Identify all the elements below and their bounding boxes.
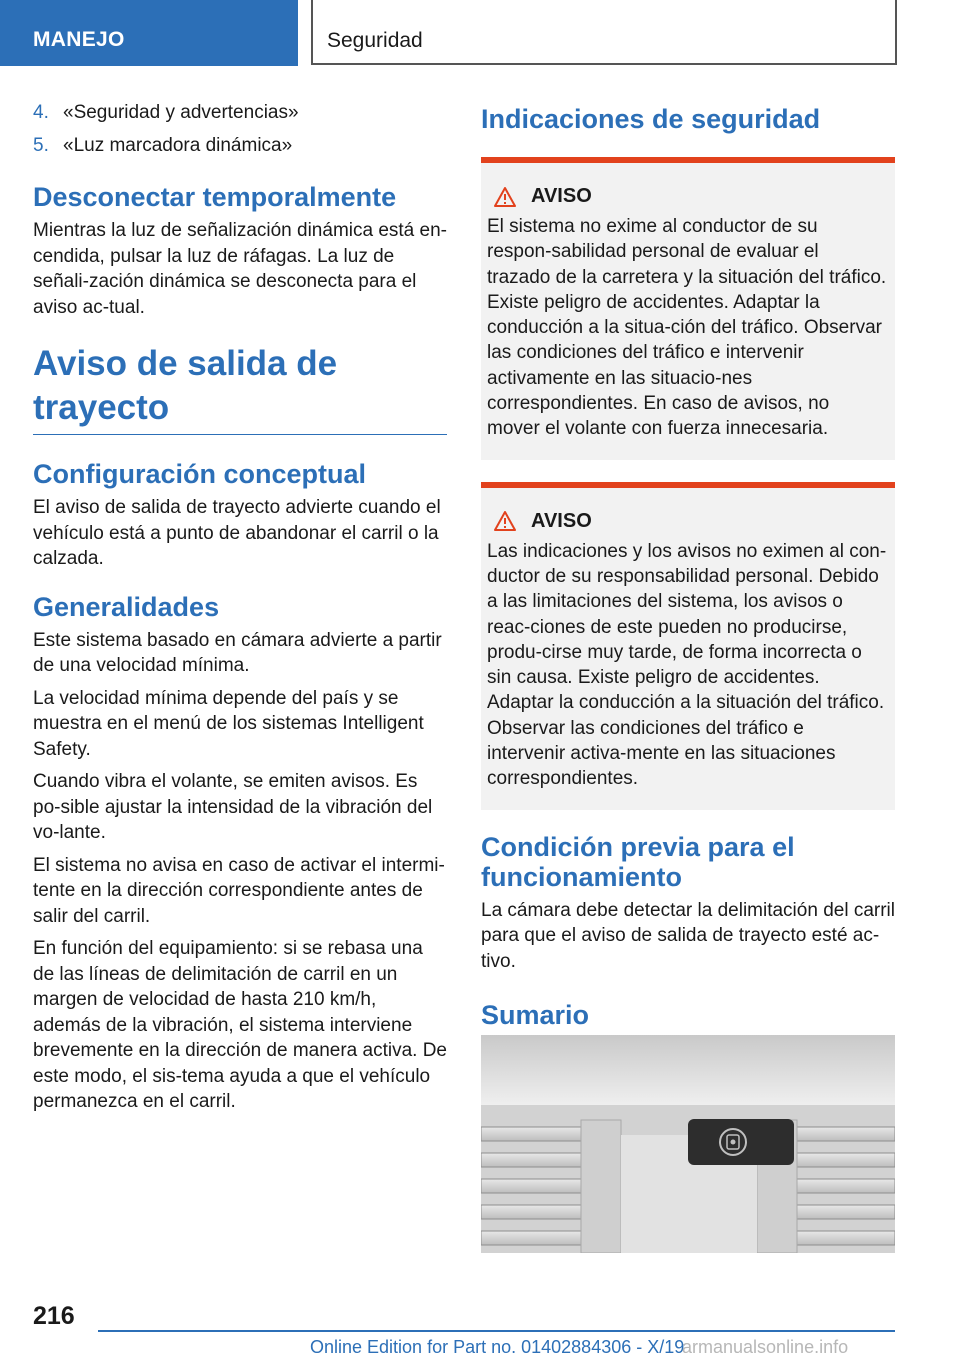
- warning-triangle-icon: [493, 186, 517, 208]
- paragraph: En función del equipamiento: si se rebasa una de las líneas de delimitación de carril en un margen de velocidad de hasta 210 km/h, además de la vibración, el sistema interviene brevemente en la dirección de manera activa. De este modo, el sis-tema ayuda a que el vehículo permanezca en el carril.: [33, 938, 448, 1112]
- right-column: [481, 100, 895, 1085]
- heading-indicaciones: Indicaciones de seguridad: [481, 104, 821, 134]
- list-text: «Seguridad y advertencias»: [63, 102, 299, 123]
- section-label: MANEJO: [33, 28, 125, 51]
- chapter-title: Seguridad: [327, 29, 423, 52]
- left-column: [33, 100, 447, 1122]
- paragraph: El aviso de salida de trayecto advierte cuando el vehículo está a punto de abandonar el carril o la calzada.: [33, 497, 441, 569]
- heading-generalidades: Generalidades: [33, 591, 220, 622]
- list-item: [33, 100, 447, 125]
- list-item: [33, 133, 447, 158]
- paragraph: El sistema no avisa en caso de activar el intermi-tente en la dirección correspondiente antes de salir del carril.: [33, 854, 445, 927]
- heading-sumario: Sumario: [481, 1000, 590, 1031]
- paragraph: La velocidad mínima depende del país y se muestra en el menú de los sistemas Intelligent Safety.: [33, 687, 424, 760]
- section-tab: [0, 0, 298, 66]
- list-text: «Luz marcadora dinámica»: [63, 135, 293, 156]
- vehicle-button-photo: [481, 1035, 895, 1253]
- heading-configuracion: Configuración conceptual: [33, 459, 367, 489]
- paragraph: La cámara debe detectar la delimitación del carril para que el aviso de salida de trayecto esté ac-tivo.: [481, 899, 895, 972]
- paragraph: Cuando vibra el volante, se emiten avisos. Es po-sible ajustar la intensidad de la vibración del vo-lante.: [33, 771, 433, 843]
- warning-notice: [481, 482, 895, 810]
- heading-desconectar: Desconectar temporalmente: [33, 182, 397, 212]
- paragraph: Mientras la luz de señalización dinámica está en-cendida, pulsar la luz de ráfagas. La luz de señali-zación dinámica se desconecta para el aviso ac-tual.: [33, 220, 447, 318]
- paragraph: Este sistema basado en cámara advierte a partir de una velocidad mínima.: [33, 629, 442, 676]
- notice-label: AVISO: [531, 509, 592, 532]
- watermark: armanualsonline.info: [682, 1337, 849, 1357]
- section-title-aviso: Aviso de salida de trayecto: [33, 342, 447, 435]
- chapter-header: [311, 0, 897, 65]
- footer-divider: [98, 1330, 895, 1332]
- notice-text: El sistema no exime al conductor de su respon-sabilidad personal de evaluar el trazado de la carretera y la situación del tráfico. Existe peligro de accidentes. Adaptar la conducción a la situa-ción del tráfico. Observar las condiciones del tráfico e intervenir activamente en las situacio-nes correspondientes. En caso de avisos, no mover el volante con fuerza innecesaria.: [487, 216, 887, 440]
- list-number: 5.: [33, 135, 49, 156]
- notice-label: AVISO: [531, 185, 592, 207]
- heading-condicion: Condición previa para el funcionamiento: [481, 831, 795, 892]
- warning-triangle-icon: [493, 510, 517, 532]
- edition-text: Online Edition for Part no. 01402884306 - X/19: [310, 1337, 685, 1357]
- notice-text: Las indicaciones y los avisos no eximen al con-ductor de su responsabilidad personal. Debido a las limitaciones del sistema, los avisos o reac-ciones de este pueden no producirse, produ-cirse muy tarde, de forma incorrecta o sin causa. Existe peligro de accidentes. Adaptar la conducción a la situación del tráfico. Observar las condiciones del tráfico e intervenir activa-mente en las situaciones correspondientes.: [487, 540, 887, 790]
- warning-notice: [481, 157, 895, 460]
- page-number: 216: [33, 1302, 75, 1330]
- list-number: 4.: [33, 102, 49, 123]
